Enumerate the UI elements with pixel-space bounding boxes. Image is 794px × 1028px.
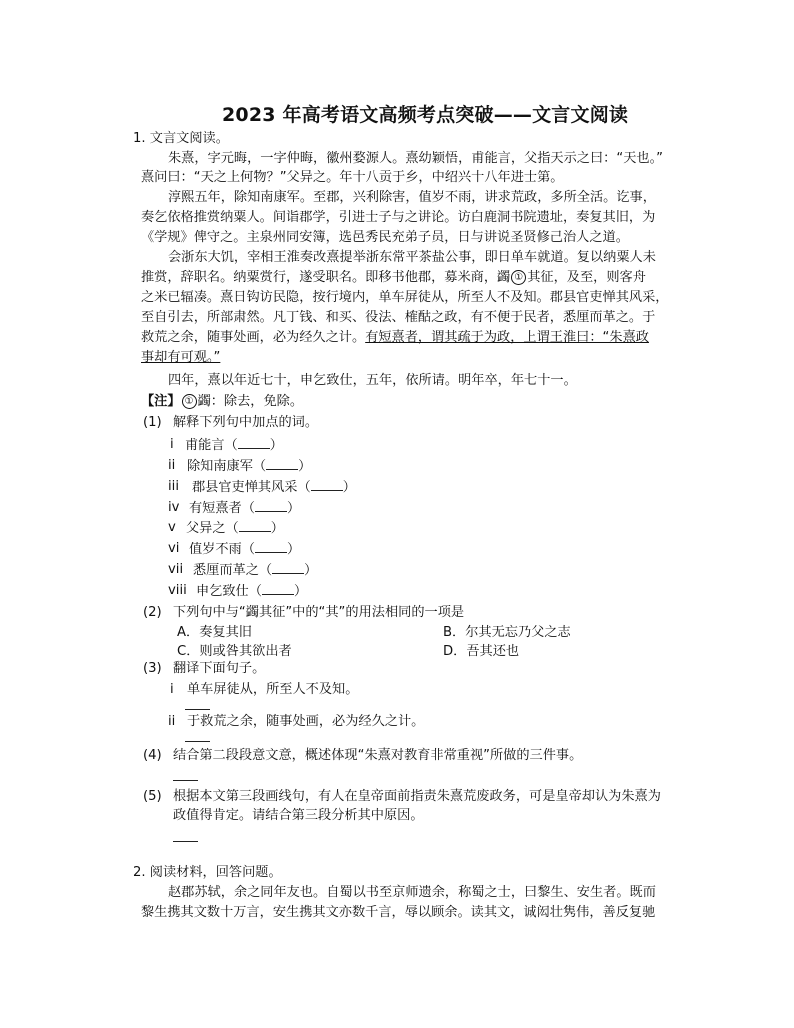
question-2-heading: 2. 阅读材料，回答问题。 — [133, 865, 282, 880]
passage-line — [141, 329, 649, 347]
footnote-marker: ① — [182, 394, 197, 409]
paren-close: ） — [293, 584, 308, 599]
sub-question-number: (4) — [143, 748, 162, 763]
annotation-text: 蠲：除去，免除。 — [197, 394, 304, 409]
annotation — [141, 393, 303, 411]
vocab-item — [193, 561, 317, 580]
paren-close: ） — [286, 501, 301, 516]
paren-close: ） — [342, 480, 356, 495]
passage-fragment: 救荒之余，随事处画，必为经久之计。 — [141, 330, 366, 345]
paren-close: ） — [286, 542, 301, 557]
vocab-text: 甫能言（ — [185, 438, 238, 453]
answer-line[interactable] — [173, 829, 198, 842]
paren-close: ） — [270, 521, 284, 536]
sub-question-stem: 根据本文第三段画线句，有人在皇帝面前指责朱熹荒废政务，可是皇帝却认为朱熹为 — [173, 789, 661, 804]
sub-question-number: (1) — [143, 415, 162, 430]
passage-line: 四年，熹以年近七十，申乞致仕，五年，依所请。明年卒，年七十一。 — [168, 373, 577, 388]
answer-blank[interactable] — [255, 540, 287, 553]
passage-line: 奏乞依格推赏纳粟人。间诣郡学，引进士子与之讲论。访白鹿洞书院遗址，奏复其旧，为 — [141, 210, 656, 225]
underlined-sentence-end: 事却有可观。” — [141, 350, 221, 365]
passage-line: 之米已辐凑。熹日钩访民隐，按行境内，单车屏徒从，所至人不及知。郡县官吏惮其风采， — [141, 290, 669, 305]
option-a[interactable]: A．奏复其旧 — [177, 625, 252, 640]
vocab-item — [187, 457, 311, 476]
passage-line: 《学规》俾守之。主泉州同安簿，选邑秀民充弟子员，日与讲说圣贤修己治人之道。 — [141, 230, 629, 245]
sub-question-stem: 解释下列句中加点的词。 — [173, 415, 319, 430]
sub-question-stem: 结合第二段段意文意，概述体现“朱熹对教育非常重视”所做的三件事。 — [173, 748, 583, 763]
paren-close: ） — [269, 438, 283, 453]
vocab-item — [192, 478, 356, 497]
question-1-heading: 1. 文言文阅读。 — [133, 131, 229, 146]
answer-blank[interactable] — [311, 478, 343, 491]
passage-line: 熹问曰：“天之上何物？”父异之。年十八贡于乡，中绍兴十八年进士第。 — [141, 170, 564, 185]
vocab-text: 父异之（ — [186, 521, 239, 536]
answer-blank[interactable] — [239, 519, 271, 532]
underlined-sentence: 有短熹者，谓其疏于为政，上谓王淮曰：“朱熹政 — [365, 330, 649, 345]
answer-blank[interactable] — [262, 582, 294, 595]
sub-question-stem-cont: 政值得肯定。请结合第三段分析其中原因。 — [173, 808, 424, 823]
paren-close: ） — [298, 459, 312, 474]
answer-blank[interactable] — [238, 436, 270, 449]
annotation-label: 【注】 — [141, 394, 181, 409]
roman-numeral: i — [170, 437, 174, 452]
roman-numeral: viii — [168, 583, 187, 598]
vocab-item — [186, 519, 284, 538]
sub-question-number: (3) — [143, 661, 162, 676]
vocab-item — [185, 436, 283, 455]
vocab-text: 悉厘而革之（ — [193, 563, 273, 578]
sub-question-stem: 下列句中与“蠲其征”中的“其”的用法相同的一项是 — [173, 605, 465, 620]
translate-sentence: 单车屏徒从，所至人不及知。 — [187, 682, 359, 697]
roman-numeral: ii — [168, 458, 176, 473]
passage-line: 赵郡苏轼，余之同年友也。自蜀以书至京师遗余，称蜀之士，曰黎生、安生者。既而 — [168, 885, 656, 900]
vocab-text: 值岁不雨（ — [189, 542, 255, 557]
option-d[interactable]: D．吾其还也 — [443, 644, 520, 659]
passage-line — [141, 269, 646, 287]
passage-line: 朱熹，字元晦，一字仲晦，徽州婺源人。熹幼颖悟，甫能言，父指天示之曰：“天也。” — [168, 151, 663, 166]
roman-numeral: vi — [168, 541, 180, 556]
passage-line: 黎生携其文数十万言，安生携其文亦数千言，辱以顾余。读其文，诚闳壮隽伟，善反复驰 — [141, 905, 656, 920]
roman-numeral: iv — [168, 500, 180, 515]
roman-numeral: iii — [168, 479, 179, 494]
vocab-text: 申乞致仕（ — [196, 584, 262, 599]
passage-line: 至自引去，所部肃然。凡丁钱、和买、役法、榷酤之政，有不便于民者，悉厘而革之。于 — [141, 310, 656, 325]
vocab-item — [189, 499, 300, 518]
vocab-text: 除知南康军（ — [187, 459, 267, 474]
sub-question-stem: 翻译下面句子。 — [173, 661, 266, 676]
sub-question-number: (2) — [143, 605, 162, 620]
roman-numeral: i — [170, 682, 174, 697]
roman-numeral: v — [168, 520, 176, 535]
footnote-marker: ① — [511, 270, 526, 285]
passage-line: 淳熙五年，除知南康军。至郡，兴利除害，值岁不雨，讲求荒政，多所全活。讫事， — [168, 190, 656, 205]
option-b[interactable]: B．尔其无忘乃父之志 — [443, 625, 571, 640]
passage-fragment: 推赏，辞职名。纳粟赏行，遂受职名。即移书他郡，募米商，蠲 — [141, 270, 511, 285]
vocab-text: 郡县官吏惮其风采（ — [192, 480, 311, 495]
vocab-text: 有短熹者（ — [189, 501, 255, 516]
translate-sentence: 于救荒之余，随事处画，必为经久之计。 — [187, 714, 425, 729]
answer-line[interactable] — [185, 729, 210, 742]
vocab-item — [189, 540, 300, 559]
answer-line[interactable] — [185, 697, 210, 710]
roman-numeral: ii — [168, 714, 176, 729]
passage-fragment: 其征，及至，则客舟 — [527, 270, 646, 285]
answer-line[interactable] — [173, 768, 198, 781]
roman-numeral: vii — [168, 562, 184, 577]
option-c[interactable]: C．则或咎其欲出者 — [177, 644, 292, 659]
paren-close: ） — [304, 563, 318, 578]
document-title: 2023 年高考语文高频考点突破——文言文阅读 — [222, 104, 629, 126]
answer-blank[interactable] — [255, 499, 287, 512]
vocab-item — [196, 582, 307, 601]
sub-question-number: (5) — [143, 789, 162, 804]
answer-blank[interactable] — [266, 457, 298, 470]
passage-line: 会浙东大饥，宰相王淮奏改熹提举浙东常平茶盐公事，即日单车就道。复以纳粟人未 — [168, 250, 656, 265]
answer-blank[interactable] — [272, 561, 304, 574]
